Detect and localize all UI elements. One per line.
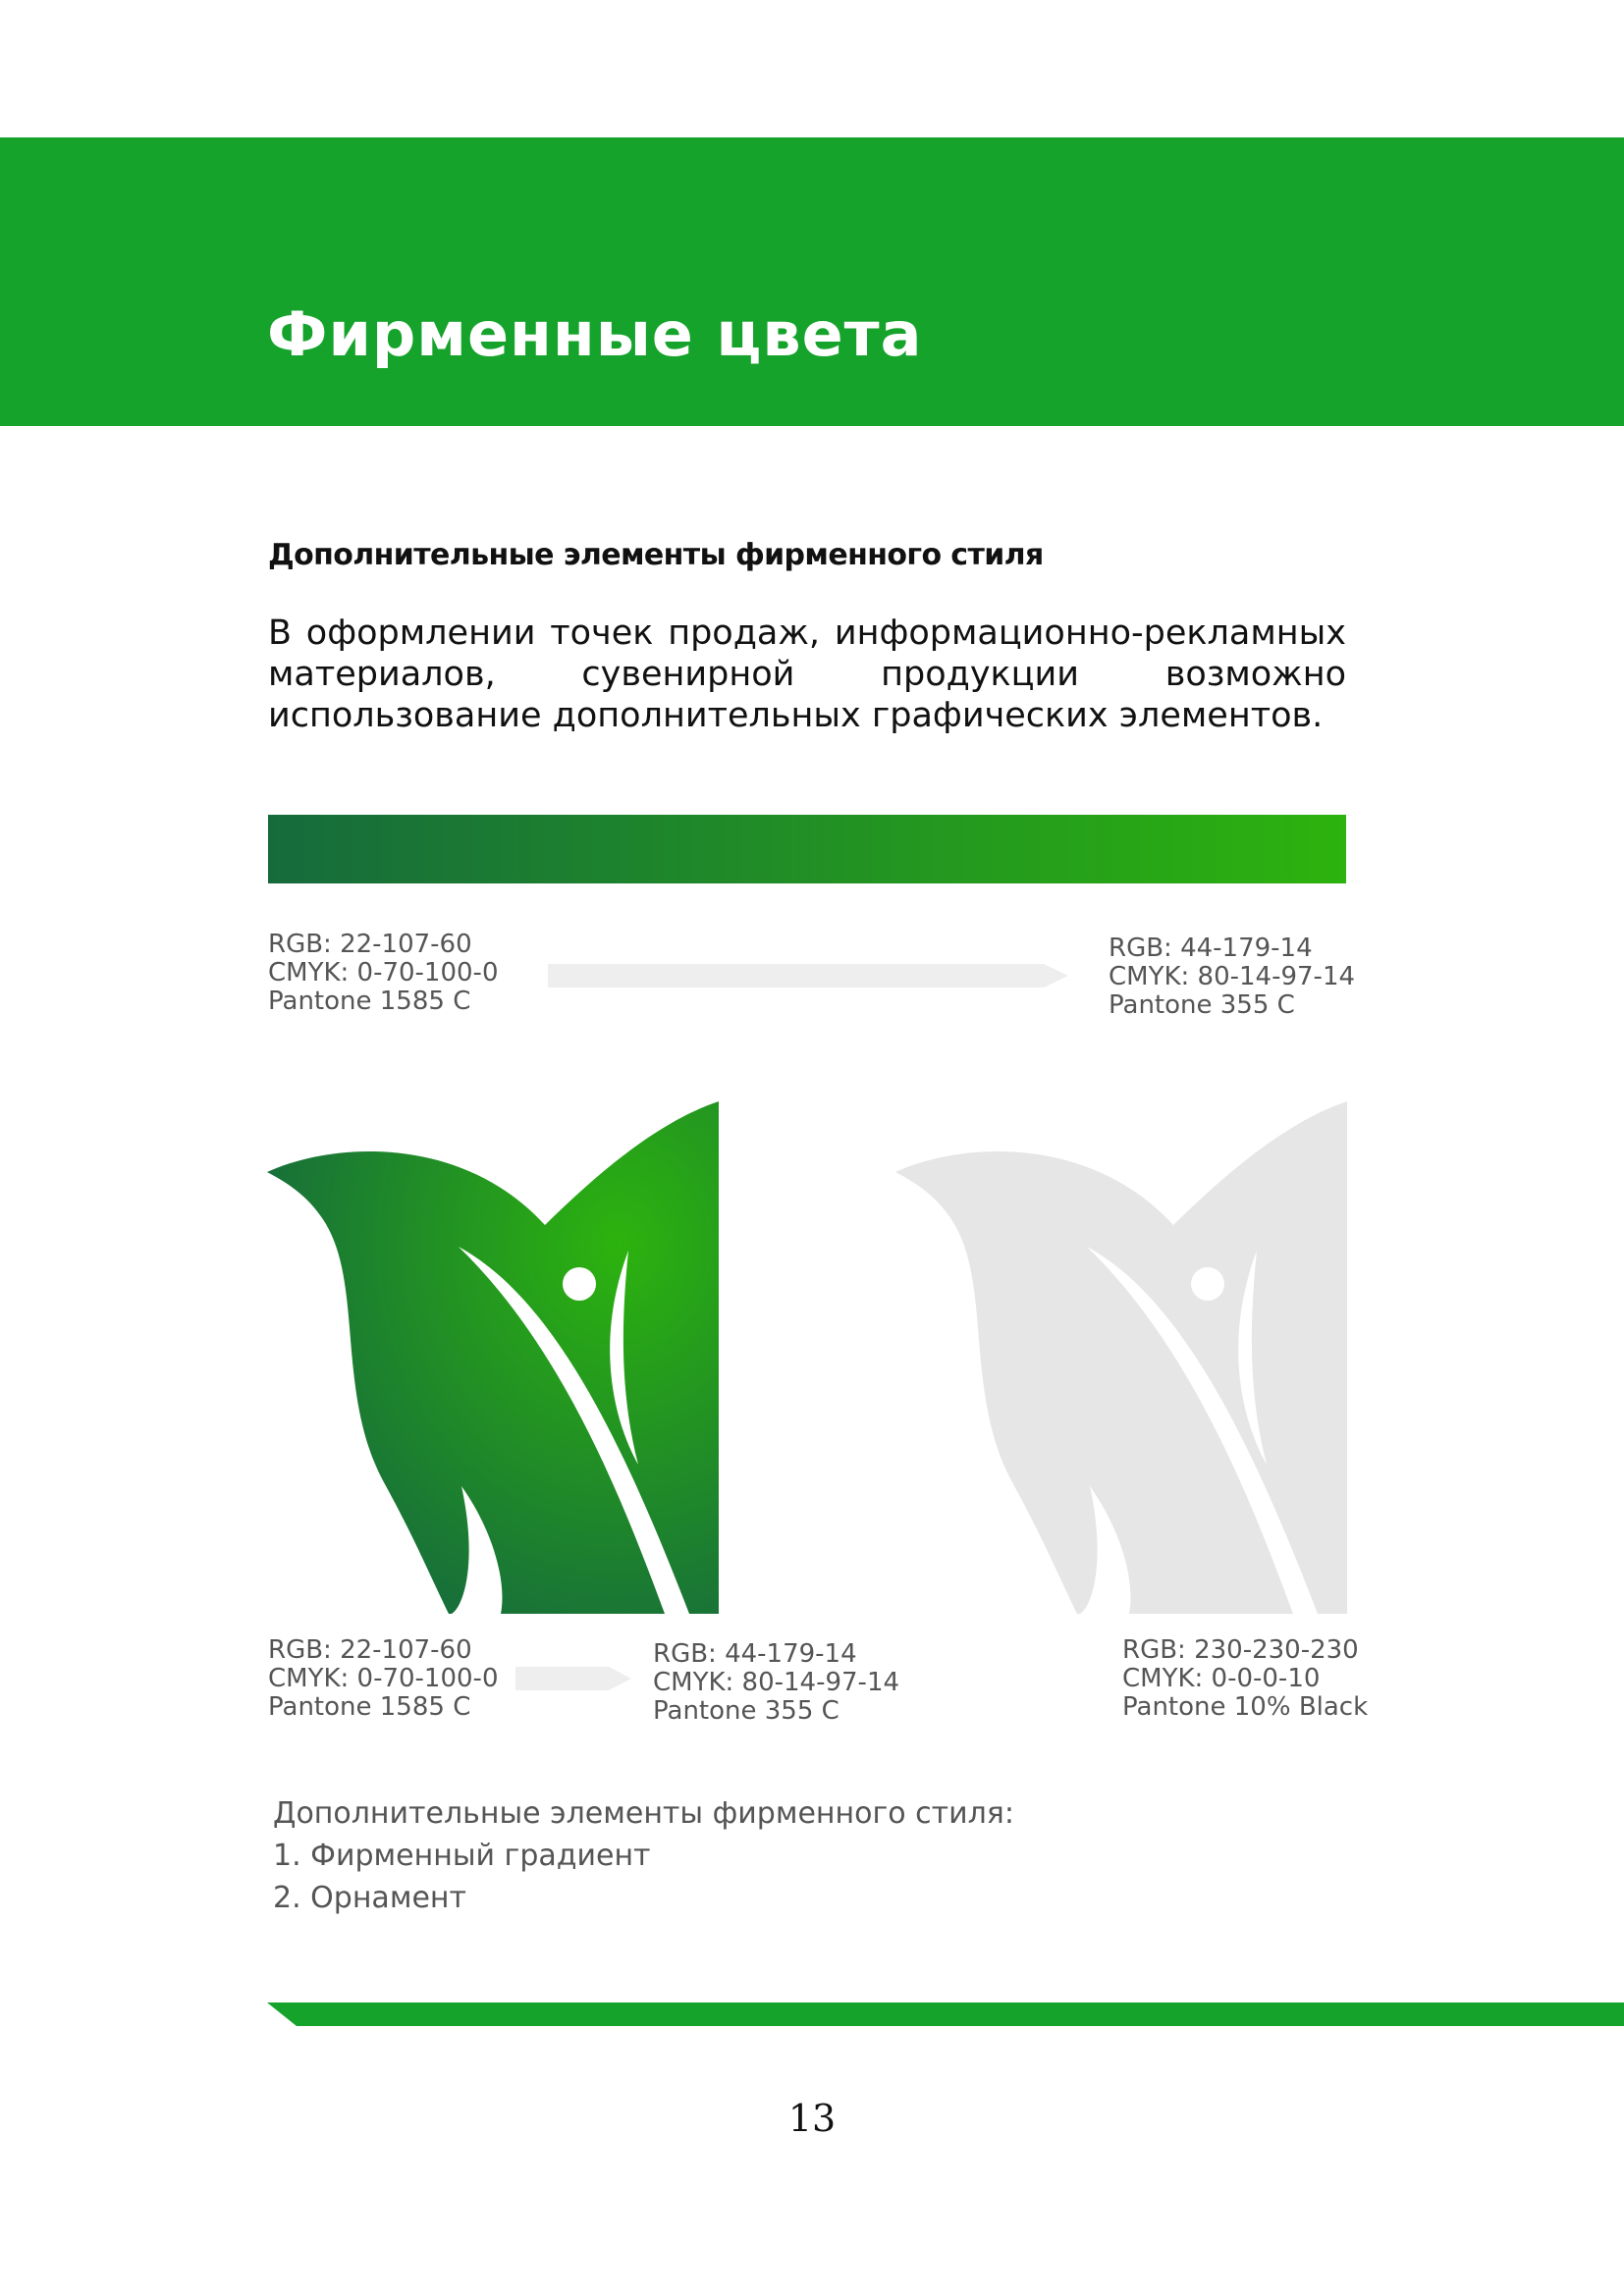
header-band	[0, 137, 1624, 426]
gradient-end-color-label	[1109, 934, 1355, 1020]
leaf-logo-color-icon	[267, 1101, 719, 1614]
footer-band	[267, 2002, 1624, 2026]
style-elements-list	[273, 1792, 1014, 1919]
logo-end-color-label	[653, 1640, 899, 1726]
rgb-value: RGB: 44-179-14	[1109, 934, 1313, 963]
intro-paragraph: В оформлении точек продаж, информационно-рекламных материалов, сувенирной продукции возможно использование дополнительных графических элементов.	[268, 614, 1346, 735]
page-title: Фирменные цвета	[267, 298, 923, 370]
list-heading: Дополнительные элементы фирменного стиля:	[273, 1796, 1014, 1831]
cmyk-value: CMYK: 80-14-97-14	[1109, 962, 1356, 991]
cmyk-value: CMYK: 80-14-97-14	[653, 1668, 900, 1697]
page-number: 13	[787, 2097, 837, 2140]
gradient-arrow-icon	[548, 964, 1068, 988]
rgb-value: RGB: 230-230-230	[1122, 1635, 1359, 1665]
cmyk-value: CMYK: 0-70-100-0	[268, 1664, 499, 1693]
logo-mono-color-label	[1122, 1636, 1368, 1722]
rgb-value: RGB: 44-179-14	[653, 1639, 857, 1669]
pantone-value: Pantone 1585 C	[268, 1692, 471, 1722]
pantone-value: Pantone 355 C	[653, 1696, 839, 1726]
logo-arrow-icon	[515, 1667, 631, 1690]
list-item: 1. Фирменный градиент	[273, 1839, 651, 1873]
gradient-start-color-label	[268, 931, 498, 1016]
cmyk-value: CMYK: 0-0-0-10	[1122, 1664, 1321, 1693]
section-heading: Дополнительные элементы фирменного стиля	[268, 538, 1044, 572]
leaf-logo-gray-icon	[895, 1101, 1347, 1614]
rgb-value: RGB: 22-107-60	[268, 930, 472, 959]
pantone-value: Pantone 355 C	[1109, 990, 1295, 1020]
rgb-value: RGB: 22-107-60	[268, 1635, 472, 1665]
brand-gradient-bar	[268, 815, 1346, 883]
pantone-value: Pantone 10% Black	[1122, 1692, 1369, 1722]
pantone-value: Pantone 1585 C	[268, 987, 471, 1016]
logo-start-color-label	[268, 1636, 498, 1722]
cmyk-value: CMYK: 0-70-100-0	[268, 958, 499, 988]
list-item: 2. Орнамент	[273, 1881, 466, 1915]
